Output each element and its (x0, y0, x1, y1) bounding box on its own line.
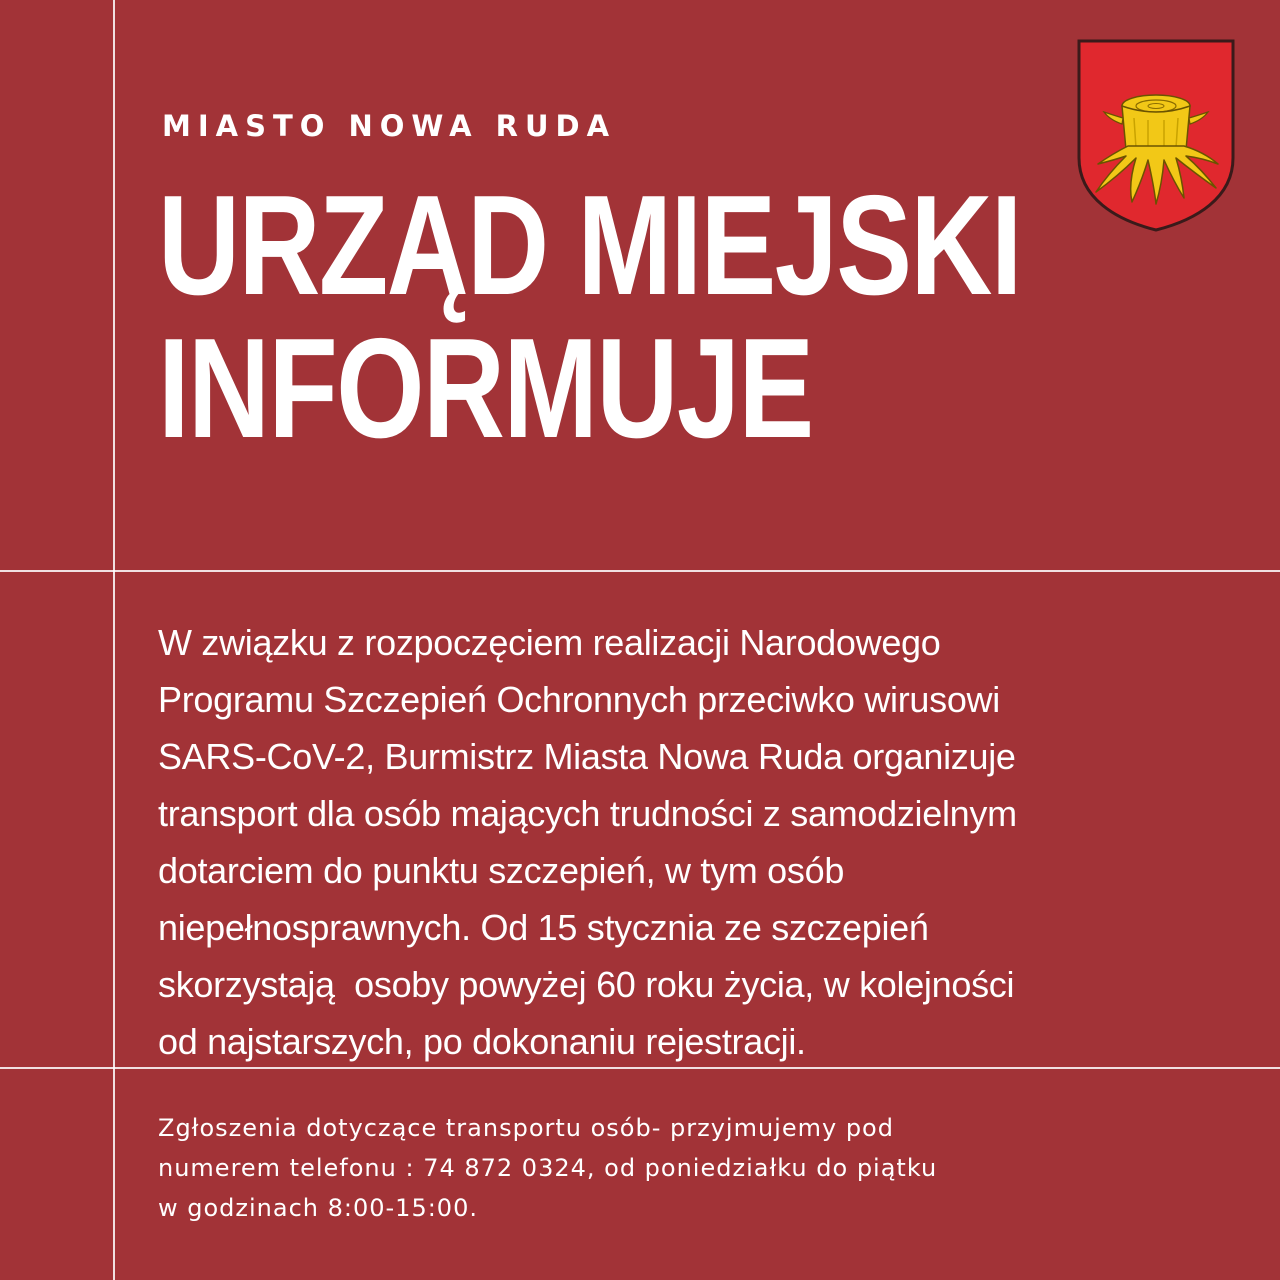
footer-line: w godzinach 8:00-15:00. (158, 1194, 478, 1222)
tree-stump-coat-of-arms-icon (1076, 38, 1236, 232)
announcement-body (158, 614, 1188, 1070)
contact-info (158, 1108, 1158, 1228)
body-line: W związku z rozpoczęciem realizacji Narodowego (158, 622, 941, 663)
body-line: skorzystają osoby powyżej 60 roku życia, w kolejności (158, 964, 1015, 1005)
page-title (158, 166, 1021, 468)
title-line-2: INFORMUJE (158, 309, 813, 468)
city-name: MIASTO NOWA RUDA (162, 109, 617, 143)
footer-line: numerem telefonu : 74 872 0324, od poniedziałku do piątku (158, 1154, 938, 1182)
vertical-divider (113, 0, 115, 1280)
horizontal-divider-top (0, 570, 1280, 572)
body-line: dotarciem do punktu szczepień, w tym osób (158, 850, 845, 891)
title-line-1: URZĄD MIEJSKI (158, 166, 1021, 325)
body-line: SARS-CoV-2, Burmistrz Miasta Nowa Ruda organizuje (158, 736, 1016, 777)
body-line: od najstarszych, po dokonaniu rejestracji. (158, 1021, 806, 1062)
footer-line: Zgłoszenia dotyczące transportu osób- przyjmujemy pod (158, 1114, 894, 1142)
body-line: Programu Szczepień Ochronnych przeciwko wirusowi (158, 679, 1000, 720)
body-line: niepełnosprawnych. Od 15 stycznia ze szczepień (158, 907, 929, 948)
body-line: transport dla osób mających trudności z samodzielnym (158, 793, 1017, 834)
